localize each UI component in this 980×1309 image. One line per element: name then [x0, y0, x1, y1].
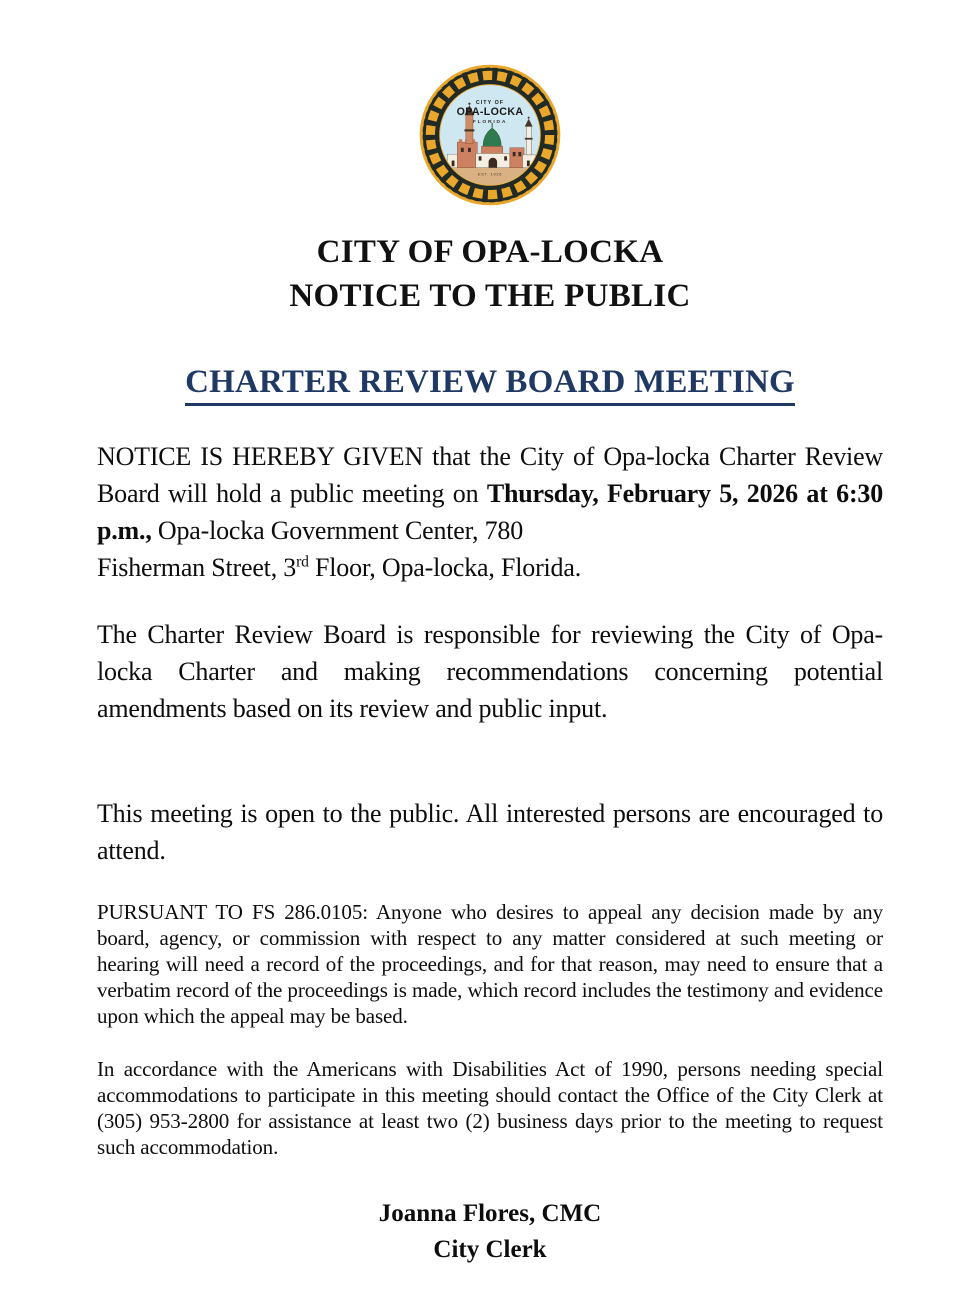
meeting-heading	[97, 364, 883, 406]
paragraph-fs-appeal-notice: PURSUANT TO FS 286.0105: Anyone who desires to appeal any decision made by any board, agency, or commission with respect to any matter considered at such meeting or hearing will need a record of the proceedings, and for that reason, may need to ensure that a verbatim record of the proceedings is made, which record includes the testimony and evidence upon which the appeal may be based.	[97, 900, 883, 1029]
seal-text-opa-locka: OPA-LOCKA	[456, 106, 524, 119]
logo-container	[97, 64, 883, 211]
paragraph-notice-given	[97, 438, 883, 586]
meeting-heading-text: CHARTER REVIEW BOARD MEETING	[185, 364, 795, 406]
notice-location-part1: Opa-locka Government Center, 780	[151, 516, 524, 546]
city-of-opa-locka-seal-logo	[419, 64, 561, 206]
paragraph-ada-accommodations: In accordance with the Americans with Disabilities Act of 1990, persons needing special accommodations to participate in this meeting should contact the Office of the City Clerk at (305) 953-2800 for assistance at least two (2) business days prior to the meeting to request such accommodation.	[97, 1057, 883, 1160]
title-line-city: CITY OF OPA-LOCKA	[316, 234, 664, 270]
paragraph-board-role: The Charter Review Board is responsible for reviewing the City of Opa-locka Charter and making recommendations concerning potential amendments based on its review and public input.	[97, 620, 883, 724]
signature-title: City Clerk	[433, 1236, 547, 1264]
floor-ordinal-superscript: rd	[296, 553, 309, 571]
notice-intro-text: NOTICE IS HEREBY GIVEN that the City of Opa-locka Charter Review Board will hold a public meeting on	[97, 442, 883, 509]
signature-block	[97, 1196, 883, 1269]
seal-text-florida: FLORIDA	[472, 119, 508, 125]
notice-datetime-bold: Thursday, February 5, 2026 at 6:30 p.m.,	[97, 479, 883, 546]
paragraph-open-to-public: This meeting is open to the public. All interested persons are encouraged to attend.	[97, 799, 883, 866]
title-line-notice: NOTICE TO THE PUBLIC	[289, 277, 691, 314]
notice-location-part2: Fisherman Street, 3	[97, 553, 297, 583]
seal-text-established: EST. 1926	[477, 171, 503, 177]
notice-location-part3: Floor, Opa-locka, Florida.	[308, 553, 581, 583]
document-title	[97, 231, 883, 318]
seal-text-city-of: CITY OF	[475, 99, 505, 106]
signature-name: Joanna Flores, CMC	[378, 1200, 602, 1228]
